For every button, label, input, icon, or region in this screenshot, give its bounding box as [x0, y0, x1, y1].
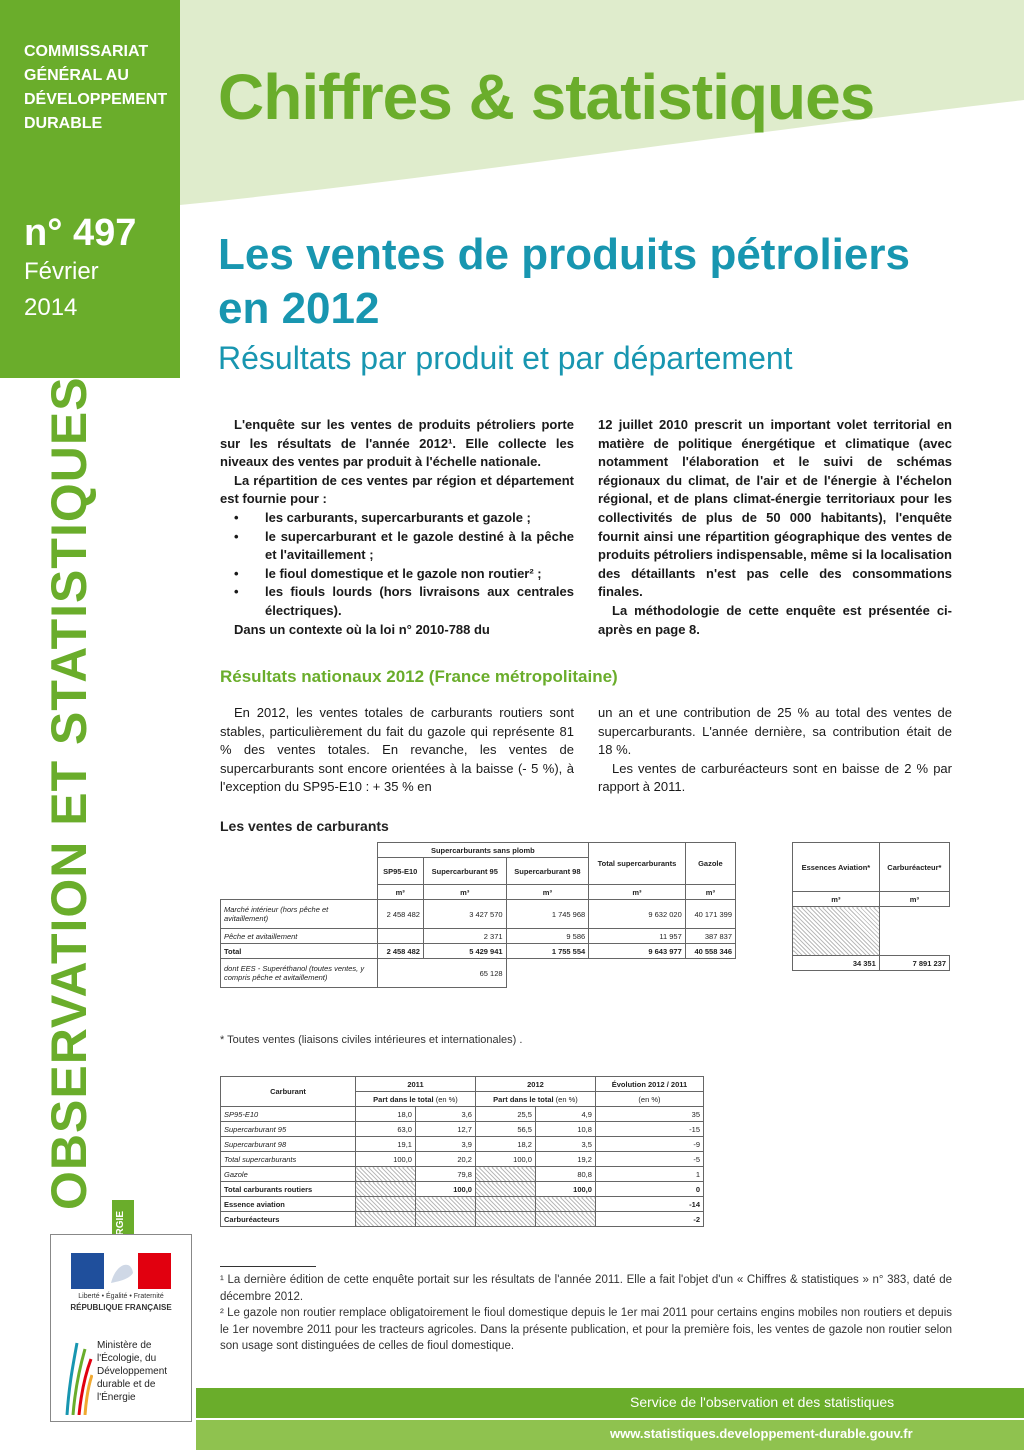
- table-cell: 387 837: [685, 929, 735, 944]
- table-row: [793, 956, 950, 971]
- table-row: [221, 1077, 704, 1092]
- footer-bar: [196, 1388, 1024, 1418]
- intro-paragraph-5: La méthodologie de cette enquête est présentée ci-après en page 8.: [598, 602, 952, 637]
- table-row: [793, 907, 950, 956]
- results-right-column: [598, 704, 952, 797]
- table-cell: Supercarburant 95: [221, 1122, 356, 1137]
- issue-year: 2014: [24, 294, 78, 321]
- table-cell: m³: [377, 885, 423, 900]
- table-cell: [415, 1212, 475, 1227]
- table-header: Essences Aviation*: [793, 843, 880, 892]
- republic-motto: Liberté • Égalité • Fraternité: [78, 1293, 164, 1300]
- table-cell: dont EES - Superéthanol (toutes ventes, y compris pêche et avitaillement): [221, 959, 378, 988]
- intro-paragraph-2: La répartition de ces ventes par région et département est fournie pour :: [220, 472, 574, 507]
- table-cell: Carburéacteurs: [221, 1212, 356, 1227]
- table-cell: m³: [589, 885, 686, 900]
- table-cell: m³: [506, 885, 589, 900]
- page-subtitle: Résultats par produit et par département: [218, 340, 793, 376]
- table-cell: [475, 1197, 535, 1212]
- footnote-2: ² Le gazole non routier remplace obligatoirement le fioul domestique depuis le 1er mai 2011 pour certains engins mobiles non routiers et depuis le 1er novembre 2011 pour les tracteurs agricoles. Dans la présente publication, et pour la première fois, les ventes de gazole non routier selon son usage sont distinguées de celles de fioul domestique.: [220, 1307, 952, 1352]
- table-row: [221, 929, 736, 944]
- table-cell: 100,0: [356, 1152, 416, 1167]
- table-cell: SP95-E10: [221, 1107, 356, 1122]
- table-cell: 1 745 968: [506, 900, 589, 929]
- table-cell: 18,0: [356, 1107, 416, 1122]
- table-cell: 63,0: [356, 1122, 416, 1137]
- table-cell: 7 891 237: [879, 956, 949, 971]
- page-title: Les ventes de produits pétroliers en 2012: [218, 230, 910, 333]
- table-row: [221, 1122, 704, 1137]
- table-cell: Essence aviation: [221, 1197, 356, 1212]
- table-header: SP95-E10: [377, 858, 423, 885]
- ministry-lines-icon: [63, 1335, 93, 1415]
- table-row: [221, 1182, 704, 1197]
- table-cell: 34 351: [793, 956, 880, 971]
- table-title: Les ventes de carburants: [220, 818, 389, 834]
- footer-service: Service de l'observation et des statistiques: [630, 1394, 895, 1410]
- table-cell: 100,0: [475, 1152, 535, 1167]
- table-cell: 56,5: [475, 1122, 535, 1137]
- intro-paragraph-4: 12 juillet 2010 prescrit un important volet territorial en matière de politique énergétique et climatique (avec notamment l'élaboration et le suivi de schémas régionaux du climat, de l'air et de l'énergie à l'échelon régional, et de plans climat-énergie territoriaux pour les collectivités de plus de 50 000 habitants), l'enquête fournit ainsi une répartition géographique des ventes de produits pétroliers indispensable, même si la localisation des détaillants n'est pas celle des consommations finales.: [598, 417, 952, 600]
- table-row: [221, 900, 736, 929]
- table-row: [221, 1197, 704, 1212]
- table-cell: -5: [595, 1152, 703, 1167]
- table-cell: [475, 1212, 535, 1227]
- footnote-divider: [220, 1266, 316, 1267]
- table-cell: [356, 1167, 416, 1182]
- table-cell: [793, 907, 880, 956]
- table-cell: [475, 1182, 535, 1197]
- table-cell: 65 128: [377, 959, 506, 988]
- vertical-section-title: OBSERVATION ET STATISTIQUES: [41, 376, 97, 1210]
- table-cell: 1 755 554: [506, 944, 589, 959]
- table-cell: [535, 1197, 595, 1212]
- table-cell: 100,0: [535, 1182, 595, 1197]
- table-cell: 2 371: [423, 929, 506, 944]
- table-cell: -14: [595, 1197, 703, 1212]
- ministry-name: Ministère de l'Écologie, du Développement durable et de l'Énergie: [97, 1340, 168, 1403]
- table-cell: [415, 1197, 475, 1212]
- table-header: Supercarburant 95: [423, 858, 506, 885]
- table-cell: 2 458 482: [377, 944, 423, 959]
- table-cell: 4,9: [535, 1107, 595, 1122]
- table-header: Carburant: [221, 1077, 356, 1107]
- table-cell: Total carburants routiers: [221, 1182, 356, 1197]
- intro-bullet-list: [220, 509, 574, 621]
- table-cell: Gazole: [221, 1167, 356, 1182]
- footer-url-link[interactable]: www.statistiques.developpement-durable.gouv.fr: [610, 1426, 913, 1441]
- part-unit: (en %): [435, 1094, 458, 1104]
- table-cell: [356, 1182, 416, 1197]
- list-item: • le fioul domestique et le gazole non routier² ;: [220, 565, 574, 584]
- table-cell: Total supercarburants: [221, 1152, 356, 1167]
- table-cell: [221, 843, 378, 858]
- table-header: 2011: [356, 1077, 476, 1092]
- table-cell: 3,9: [415, 1137, 475, 1152]
- part-unit: (en %): [555, 1094, 578, 1104]
- intro-paragraph-1: L'enquête sur les ventes de produits pétroliers porte sur les résultats de l'année 2012¹. Elle collecte les niveaux des ventes par produit à l'échelle nationale.: [220, 417, 574, 470]
- table-cell: 18,2: [475, 1137, 535, 1152]
- republic-name: RÉPUBLIQUE FRANÇAISE: [70, 1303, 172, 1312]
- table-cell: [506, 959, 735, 988]
- table-row: [221, 885, 736, 900]
- table-cell: [879, 907, 949, 956]
- table-cell: 35: [595, 1107, 703, 1122]
- issue-month: Février: [24, 258, 99, 285]
- table-cell: [377, 929, 423, 944]
- table-cell: 80,8: [535, 1167, 595, 1182]
- table-row: [793, 892, 950, 907]
- org-name: COMMISSARIAT GÉNÉRAL AU DÉVELOPPEMENT DURABLE: [24, 43, 168, 132]
- brand-title: Chiffres & statistiques: [218, 61, 875, 133]
- table-cell: 19,1: [356, 1137, 416, 1152]
- results-paragraph-1: En 2012, les ventes totales de carburants routiers sont stables, particulièrement du fait du gazole qui représente 81 % des ventes totales. En revanche, les ventes de supercarburants sont encore orientées à la baisse (- 5 %), à l'exception du SP95-E10 : + 35 % en: [220, 705, 574, 795]
- table-cell: -15: [595, 1122, 703, 1137]
- footnote-1: ¹ La dernière édition de cette enquête portait sur les résultats de l'année 2011. Elle a fait l'objet d'un « Chiffres & statistiques » n° 383, daté de décembre 2012.: [220, 1274, 952, 1303]
- table-cell: 9 643 977: [589, 944, 686, 959]
- table-cell: 10,8: [535, 1122, 595, 1137]
- table-header: Évolution 2012 / 2011: [595, 1077, 703, 1092]
- table-row: [221, 1167, 704, 1182]
- results-left-column: [220, 704, 574, 797]
- table-header: [356, 1092, 476, 1107]
- table-cell: -9: [595, 1137, 703, 1152]
- table-row: [221, 1137, 704, 1152]
- table-body: [221, 1107, 704, 1227]
- table-cell: 79,8: [415, 1167, 475, 1182]
- fuel-sales-table: [220, 842, 736, 988]
- table-cell: 9 632 020: [589, 900, 686, 929]
- table-cell: 40 558 346: [685, 944, 735, 959]
- table-cell: 3,5: [535, 1137, 595, 1152]
- list-item: • les fiouls lourds (hors livraisons aux centrales électriques).: [220, 583, 574, 620]
- list-item: • le supercarburant et le gazole destiné à la pêche et l'avitaillement ;: [220, 528, 574, 565]
- table-header: Supercarburants sans plomb: [377, 843, 589, 858]
- table-header: Total supercarburants: [589, 843, 686, 885]
- table-header: [475, 1092, 595, 1107]
- table-cell: [356, 1212, 416, 1227]
- table-cell: 25,5: [475, 1107, 535, 1122]
- table-cell: 11 957: [589, 929, 686, 944]
- table-cell: [221, 885, 378, 900]
- table-cell: [475, 1167, 535, 1182]
- table-row: [221, 1212, 704, 1227]
- table-cell: [221, 858, 378, 885]
- table-cell: [535, 1212, 595, 1227]
- table-cell: Marché intérieur (hors pêche et avitaillement): [221, 900, 378, 929]
- table-header: 2012: [475, 1077, 595, 1092]
- table-cell: m³: [793, 892, 880, 907]
- table-header: (en %): [595, 1092, 703, 1107]
- table-cell: m³: [685, 885, 735, 900]
- table-cell: [356, 1197, 416, 1212]
- issue-number: n° 497: [24, 212, 137, 254]
- table-row: [793, 843, 950, 892]
- table-cell: 100,0: [415, 1182, 475, 1197]
- ministry-logo: [50, 1234, 192, 1422]
- table-cell: 20,2: [415, 1152, 475, 1167]
- table-row: [221, 944, 736, 959]
- table-cell: m³: [879, 892, 949, 907]
- table-cell: -2: [595, 1212, 703, 1227]
- list-item: • les carburants, supercarburants et gazole ;: [220, 509, 574, 528]
- section-heading: Résultats nationaux 2012 (France métropolitaine): [220, 667, 618, 686]
- table-cell: 1: [595, 1167, 703, 1182]
- table-cell: 0: [595, 1182, 703, 1197]
- table-cell: Supercarburant 98: [221, 1137, 356, 1152]
- part-label: Part dans le total: [493, 1094, 554, 1104]
- table-cell: 2 458 482: [377, 900, 423, 929]
- table-row: [221, 843, 736, 858]
- intro-left-column: [220, 416, 574, 639]
- intro-right-column: [598, 416, 952, 639]
- footnotes: [220, 1272, 952, 1355]
- table-cell: Pêche et avitaillement: [221, 929, 378, 944]
- table-cell: Total: [221, 944, 378, 959]
- table-row: [221, 1107, 704, 1122]
- table-cell: 40 171 399: [685, 900, 735, 929]
- table-cell: 19,2: [535, 1152, 595, 1167]
- results-paragraph-3: Les ventes de carburéacteurs sont en baisse de 2 % par rapport à 2011.: [598, 760, 952, 795]
- table-row: [221, 959, 736, 988]
- intro-paragraph-3: Dans un contexte où la loi n° 2010-788 du: [234, 621, 490, 637]
- table-cell: 9 586: [506, 929, 589, 944]
- aviation-fuel-table: [792, 842, 950, 971]
- table-cell: 5 429 941: [423, 944, 506, 959]
- table-header: Gazole: [685, 843, 735, 885]
- table-cell: 3,6: [415, 1107, 475, 1122]
- results-paragraph-2: un an et une contribution de 25 % au total des ventes de supercarburants. L'année dernière, sa contribution était de 18 %.: [598, 705, 952, 758]
- table-header: Carburéacteur*: [879, 843, 949, 892]
- marianne-flag-icon: [71, 1253, 171, 1289]
- table-row: [221, 1152, 704, 1167]
- market-share-table: [220, 1076, 704, 1227]
- part-label: Part dans le total: [373, 1094, 434, 1104]
- table-header: Supercarburant 98: [506, 858, 589, 885]
- table-cell: 12,7: [415, 1122, 475, 1137]
- table-cell: 3 427 570: [423, 900, 506, 929]
- table-cell: m³: [423, 885, 506, 900]
- table-note: * Toutes ventes (liaisons civiles intérieures et internationales) .: [220, 1034, 523, 1046]
